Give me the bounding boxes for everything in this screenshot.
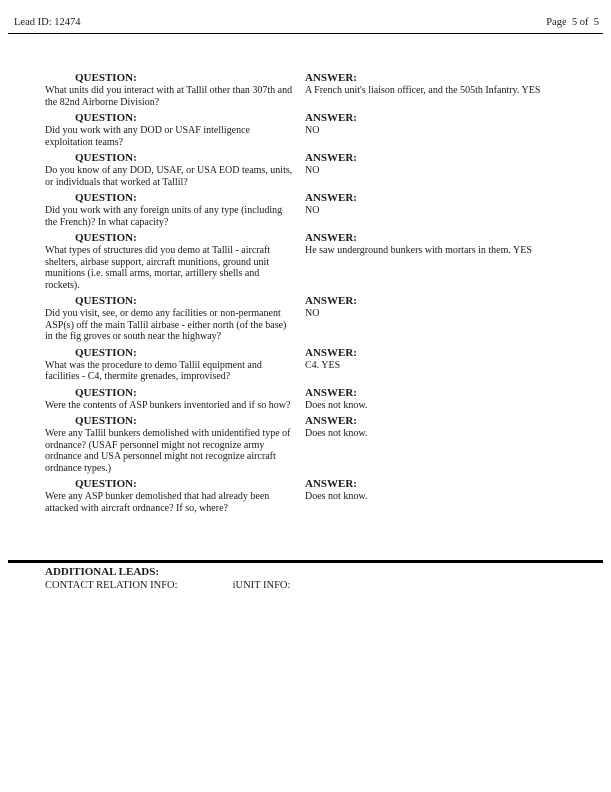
question-block bbox=[45, 346, 305, 383]
answer-block bbox=[305, 111, 597, 148]
answer-label: ANSWER: bbox=[305, 112, 357, 124]
footer-info-row bbox=[45, 579, 603, 592]
question-block bbox=[45, 151, 305, 188]
question-text: Do you know of any DOD, USAF, or USA EOD teams, units, or individuals that worked at Tallil? bbox=[45, 165, 293, 188]
question-label: QUESTION: bbox=[75, 192, 137, 204]
answer-text: Does not know. bbox=[305, 491, 368, 502]
question-text: Did you visit, see, or demo any facilities or non-permanent ASP(s) off the main Tallil airbase - either north (of the base) in the fig groves or south near the highway? bbox=[45, 308, 287, 342]
question-text: Were the contents of ASP bunkers inventoried and if so how? bbox=[45, 399, 291, 411]
qa-row bbox=[45, 294, 597, 343]
qa-row bbox=[45, 191, 597, 228]
answer-block bbox=[305, 294, 597, 343]
question-text: Did you work with any DOD or USAF intelligence exploitation teams? bbox=[45, 125, 250, 148]
header-divider bbox=[8, 33, 603, 34]
answer-text: A French unit's liaison officer, and the 505th Infantry. YES bbox=[305, 85, 541, 96]
answer-label: ANSWER: bbox=[305, 478, 357, 490]
answer-label: ANSWER: bbox=[305, 415, 357, 427]
answer-block bbox=[305, 414, 597, 474]
qa-list bbox=[45, 71, 597, 517]
question-label: QUESTION: bbox=[75, 295, 137, 307]
question-label: QUESTION: bbox=[75, 72, 137, 84]
answer-text: NO bbox=[305, 165, 320, 176]
answer-text: He saw underground bunkers with mortars in them. YES bbox=[305, 245, 532, 256]
question-block bbox=[45, 71, 305, 108]
qa-row bbox=[45, 346, 597, 383]
question-block bbox=[45, 414, 305, 474]
answer-block bbox=[305, 231, 597, 291]
qa-row bbox=[45, 477, 597, 514]
answer-block bbox=[305, 191, 597, 228]
answer-label: ANSWER: bbox=[305, 295, 357, 307]
qa-row bbox=[45, 71, 597, 108]
lead-id: Lead ID: 12474 bbox=[14, 17, 81, 28]
answer-text: Does not know. bbox=[305, 399, 368, 411]
additional-leads-heading: ADDITIONAL LEADS: bbox=[45, 566, 159, 578]
question-label: QUESTION: bbox=[75, 386, 137, 399]
qa-row bbox=[45, 386, 597, 412]
answer-block bbox=[305, 386, 597, 412]
unit-info-label: iUNIT INFO: bbox=[232, 580, 291, 591]
question-block bbox=[45, 477, 305, 514]
page-footer bbox=[8, 560, 603, 592]
qa-row bbox=[45, 414, 597, 474]
answer-text: NO bbox=[305, 205, 320, 216]
question-label: QUESTION: bbox=[75, 478, 137, 490]
answer-block bbox=[305, 71, 597, 108]
answer-text: Does not know. bbox=[305, 428, 368, 439]
answer-text: NO bbox=[305, 125, 320, 136]
question-text: What types of structures did you demo at Tallil - aircraft shelters, airbase support, aircraft munitions, ground unit munitions (i.e. small arms, mortar, artillery shells and rockets). bbox=[45, 245, 271, 291]
answer-block bbox=[305, 151, 597, 188]
page-number: Page 5 of 5 bbox=[546, 17, 599, 28]
question-text: What units did you interact with at Tallil other than 307th and the 82nd Airborne Division? bbox=[45, 85, 293, 108]
question-text: Did you work with any foreign units of any type (including the French)? In what capacity? bbox=[45, 205, 283, 228]
question-block bbox=[45, 111, 305, 148]
question-label: QUESTION: bbox=[75, 152, 137, 164]
answer-label: ANSWER: bbox=[305, 72, 357, 84]
question-block bbox=[45, 294, 305, 343]
answer-label: ANSWER: bbox=[305, 152, 357, 164]
answer-label: ANSWER: bbox=[305, 232, 357, 244]
answer-label: ANSWER: bbox=[305, 192, 357, 204]
question-label: QUESTION: bbox=[75, 415, 137, 427]
question-text: Were any Tallil bunkers demolished with unidentified type of ordnance? (USAF personnel might not recognize army ordnance and USA personnel might not recognize aircraft ordnance types.) bbox=[45, 428, 291, 474]
answer-text: NO bbox=[305, 308, 320, 319]
footer-divider bbox=[8, 560, 603, 563]
qa-row bbox=[45, 151, 597, 188]
answer-block bbox=[305, 477, 597, 514]
qa-row bbox=[45, 111, 597, 148]
question-block bbox=[45, 191, 305, 228]
question-label: QUESTION: bbox=[75, 346, 137, 359]
answer-text: C4. YES bbox=[305, 359, 341, 371]
page-header bbox=[14, 17, 599, 28]
contact-relation-info-label: CONTACT RELATION INFO: bbox=[45, 580, 178, 591]
answer-block bbox=[305, 346, 597, 383]
answer-label: ANSWER: bbox=[305, 346, 357, 359]
question-label: QUESTION: bbox=[75, 112, 137, 124]
qa-row bbox=[45, 231, 597, 291]
question-text: What was the procedure to demo Tallil equipment and facilities - C4, thermite grenades, improvised? bbox=[45, 359, 262, 382]
answer-label: ANSWER: bbox=[305, 386, 357, 399]
question-text: Were any ASP bunker demolished that had already been attacked with aircraft ordnance? If so, where? bbox=[45, 491, 270, 514]
question-label: QUESTION: bbox=[75, 232, 137, 244]
question-block bbox=[45, 231, 305, 291]
question-block bbox=[45, 386, 305, 412]
